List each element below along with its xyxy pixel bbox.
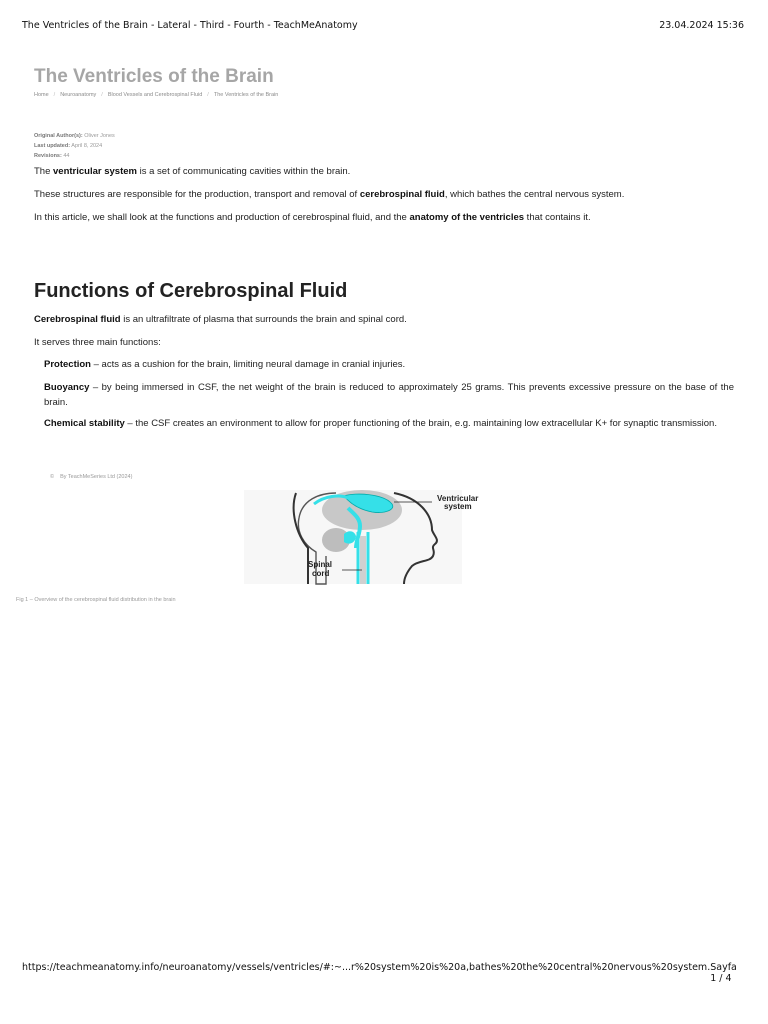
- breadcrumb-home[interactable]: Home: [34, 92, 49, 98]
- meta-revisions: Revisions: 44: [34, 153, 70, 159]
- print-footer: [22, 962, 744, 984]
- page-title: The Ventricles of the Brain: [34, 66, 274, 87]
- function-item-buoyancy: Buoyancy – by being immersed in CSF, the net weight of the brain is reduced to approximately 25 grams. This prevents excessive pressure on the base of the brain.: [44, 382, 734, 408]
- function-item-chemical-stability: Chemical stability – the CSF creates an environment to allow for proper functioning of the brain, e.g. maintaining low extracellular K+ for synaptic transmission.: [44, 418, 717, 429]
- article-meta: [34, 131, 115, 161]
- figure-credit: © By TeachMeSeries Ltd (2024): [50, 474, 133, 480]
- breadcrumb-current: The Ventricles of the Brain: [213, 92, 279, 98]
- print-header: [22, 20, 744, 31]
- label-ventricular: Ventricular: [437, 494, 479, 503]
- section-heading: Functions of Cerebrospinal Fluid: [34, 280, 348, 302]
- label-system: system: [444, 502, 472, 511]
- intro-paragraph-2: These structures are responsible for the production, transport and removal of cerebrospinal fluid, which bathes the central nervous system.: [34, 189, 625, 200]
- print-header-title: The Ventricles of the Brain - Lateral - Third - Fourth - TeachMeAnatomy: [22, 20, 358, 31]
- meta-author: Original Author(s): Oliver Jones: [34, 133, 115, 139]
- meta-updated: Last updated: April 8, 2024: [34, 143, 103, 149]
- copyright-icon: ©: [50, 474, 55, 480]
- breadcrumb-blood-vessels[interactable]: Blood Vessels and Cerebrospinal Fluid: [107, 92, 203, 98]
- print-footer-page: Sayfa 1 / 4: [710, 962, 737, 984]
- function-item-protection: Protection – acts as a cushion for the brain, limiting neural damage in cranial injuries.: [44, 359, 406, 370]
- section-paragraph-2: It serves three main functions:: [34, 337, 161, 348]
- intro-paragraph-3: In this article, we shall look at the functions and production of cerebrospinal fluid, and the anatomy of the ventricles that contains it.: [34, 212, 591, 223]
- ventricular-system-figure: [244, 490, 479, 584]
- breadcrumb: [34, 92, 278, 98]
- label-cord: cord: [312, 569, 330, 578]
- spinal-cord: [360, 536, 366, 584]
- label-spinal: Spinal: [308, 560, 333, 569]
- figure-caption: Fig 1 – Overview of the cerebrospinal fluid distribution in the brain: [16, 597, 176, 603]
- print-footer-url: https://teachmeanatomy.info/neuroanatomy/vessels/ventricles/#:~...r%20system%20is%20a,bathes%20the%20central%20nervous%20system.: [22, 962, 711, 973]
- breadcrumb-separator: /: [207, 92, 209, 98]
- breadcrumb-neuroanatomy[interactable]: Neuroanatomy: [60, 92, 97, 98]
- print-header-datetime: 23.04.2024 15:36: [659, 20, 744, 31]
- breadcrumb-separator: /: [101, 92, 103, 98]
- intro-paragraph-1: The ventricular system is a set of communicating cavities within the brain.: [34, 166, 351, 177]
- breadcrumb-separator: /: [53, 92, 56, 98]
- section-paragraph-1: Cerebrospinal fluid is an ultrafiltrate of plasma that surrounds the brain and spinal cord.: [34, 314, 407, 325]
